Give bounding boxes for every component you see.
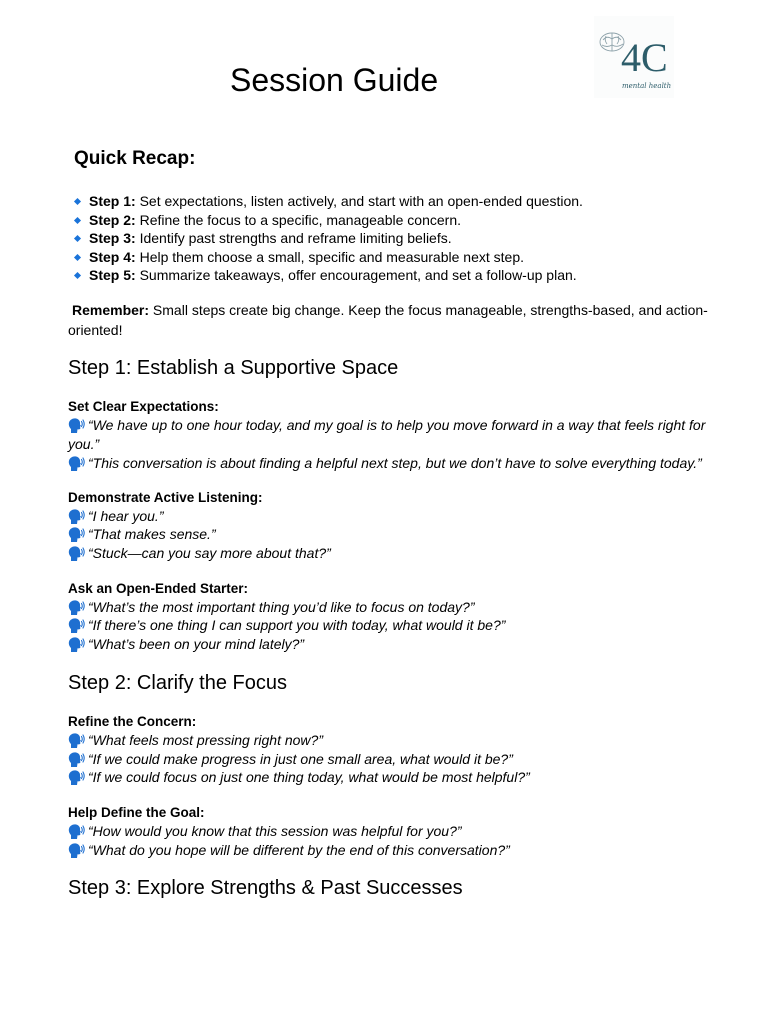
diamond-bullet-icon — [74, 198, 81, 205]
step3-heading: Step 3: Explore Strengths & Past Successes — [68, 877, 463, 899]
speaking-head-icon — [68, 546, 85, 561]
recap-item-text: Set expectations, listen actively, and start with an open-ended question. — [135, 193, 583, 209]
quote-text: “If we could make progress in just one small area, what would it be?” — [88, 751, 513, 767]
remember-label: Remember: — [72, 302, 150, 318]
quote-line — [68, 598, 708, 617]
recap-item-text: Help them choose a small, specific and measurable next step. — [135, 248, 524, 265]
quote-line — [68, 454, 708, 473]
recap-list — [74, 192, 583, 285]
remember-note — [68, 301, 708, 340]
speaking-head-icon — [68, 843, 85, 858]
quote-line — [68, 507, 708, 526]
speaking-head-icon — [68, 770, 85, 785]
diamond-bullet-icon — [74, 217, 81, 224]
quote-text: “Stuck—can you say more about that?” — [88, 545, 331, 561]
logo-tagline: mental health — [622, 82, 672, 90]
quote-text: “How would you know that this session was helpful for you?” — [88, 823, 462, 839]
recap-item-text: Identify past strengths and reframe limiting beliefs. — [135, 230, 452, 247]
step2-heading: Step 2: Clarify the Focus — [68, 672, 287, 694]
speaking-head-icon — [68, 509, 85, 524]
quote-line — [68, 768, 708, 787]
quote-text: “What’s the most important thing you’d like to focus on today?” — [88, 599, 475, 615]
recap-item-label: Step 3: — [89, 230, 136, 247]
logo — [594, 16, 674, 98]
speaking-head-icon — [68, 618, 85, 633]
logo-mark: 4C — [621, 35, 668, 80]
quote-line — [68, 750, 708, 769]
quote-text: “I hear you.” — [88, 508, 164, 524]
recap-item-label: Step 1: — [89, 193, 136, 209]
quote-text: “We have up to one hour today, and my goal is to help you move forward in a way that feels right for you.” — [68, 417, 706, 452]
recap-item-text: Refine the focus to a specific, manageable concern. — [135, 211, 461, 228]
open-ended-starter-label: Ask an Open-Ended Starter: — [68, 581, 249, 596]
define-goal-label: Help Define the Goal: — [68, 805, 205, 820]
quote-text: “If we could focus on just one thing today, what would be most helpful?” — [88, 769, 530, 785]
speaking-head-icon — [68, 600, 85, 615]
recap-item — [74, 248, 583, 267]
step1-heading: Step 1: Establish a Supportive Space — [68, 357, 399, 379]
quote-line — [68, 544, 708, 563]
diamond-bullet-icon — [74, 254, 81, 261]
page-title: Session Guide — [230, 62, 439, 98]
recap-item-label: Step 5: — [89, 267, 136, 284]
speaking-head-icon — [68, 527, 85, 542]
recap-item-text: Summarize takeaways, offer encouragement, and set a follow-up plan. — [135, 267, 577, 284]
speaking-head-icon — [68, 733, 85, 748]
diamond-bullet-icon — [74, 235, 81, 242]
recap-item — [74, 229, 583, 248]
speaking-head-icon — [68, 456, 85, 471]
set-expectations-label: Set Clear Expectations: — [68, 399, 219, 414]
quote-line — [68, 822, 708, 841]
quick-recap-heading: Quick Recap: — [74, 148, 196, 169]
recap-item — [74, 266, 583, 285]
quote-line — [68, 635, 708, 654]
quote-text: “If there’s one thing I can support you with today, what would it be?” — [88, 617, 506, 633]
quote-line — [68, 525, 708, 544]
quote-line — [68, 731, 708, 750]
quote-text: “What’s been on your mind lately?” — [88, 636, 305, 652]
recap-item-label: Step 2: — [89, 211, 136, 228]
quote-text: “This conversation is about finding a helpful next step, but we don’t have to solve everything today.” — [88, 455, 702, 471]
recap-item — [74, 211, 583, 230]
active-listening-label: Demonstrate Active Listening: — [68, 490, 263, 505]
recap-item-label: Step 4: — [89, 248, 136, 265]
quote-text: “That makes sense.” — [88, 526, 216, 542]
quote-text: “What feels most pressing right now?” — [88, 732, 323, 748]
refine-concern-label: Refine the Concern: — [68, 714, 197, 729]
recap-item — [74, 192, 583, 211]
quote-line — [68, 416, 708, 454]
quote-line — [68, 616, 708, 635]
diamond-bullet-icon — [74, 272, 81, 279]
speaking-head-icon — [68, 752, 85, 767]
remember-text: Small steps create big change. Keep the focus manageable, strengths-based, and action-oriented! — [68, 302, 708, 338]
speaking-head-icon — [68, 418, 85, 433]
quote-text: “What do you hope will be different by the end of this conversation?” — [88, 842, 510, 858]
quote-line — [68, 841, 708, 860]
speaking-head-icon — [68, 637, 85, 652]
speaking-head-icon — [68, 824, 85, 839]
